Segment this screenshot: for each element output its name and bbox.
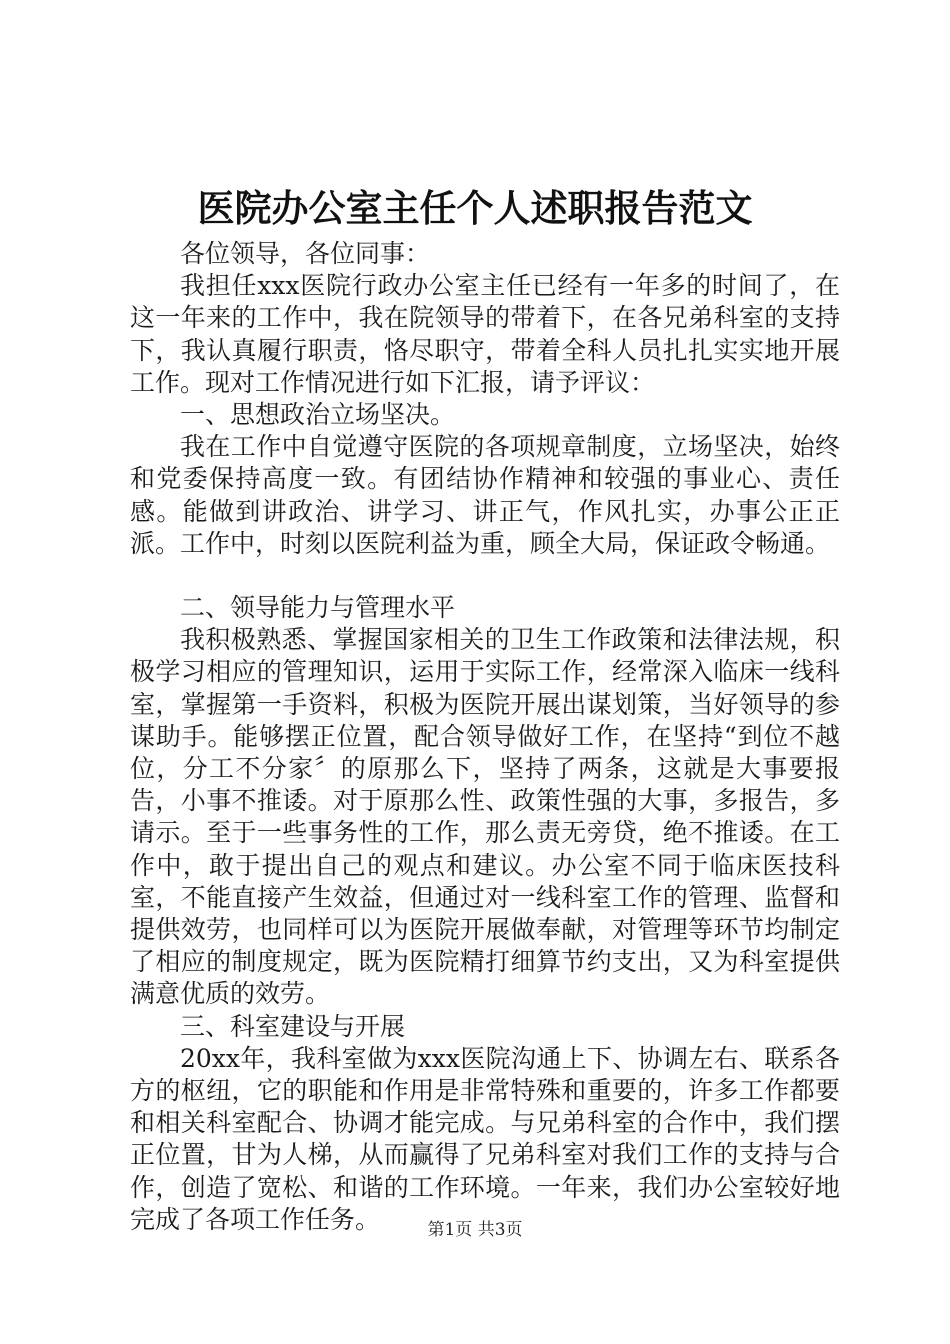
section1-heading: 一、思想政治立场坚决。 (180, 400, 456, 430)
section3-paragraph: 20xx年，我科室做为xxx医院沟通上下、协调左右、联系各方的枢纽，它的职能和作用是非常特殊和重要的，许多工作都要和相关科室配合、协调才能完成。与兄弟科室的合作中，我们摆正位置，甘为人梯，从而赢得了兄弟科室对我们工作的支持与合作，创造了宽松、和谐的工作环境。一年来，我们办公室较好地完成了各项工作任务。 (130, 1043, 840, 1234)
section2-paragraph: 我积极熟悉、掌握国家相关的卫生工作政策和法律法规，积极学习相应的管理知识，运用于实际工作，经常深入临床一线科室，掌握第一手资料，积极为医院开展出谋划策，当好领导的参谋助手。能够摆正位置，配合领导做好工作，在坚持“到位不越位，分工不分家〞的原那么下，坚持了两条，这就是大事要报告，小事不推诿。对于原那么性、政策性强的大事，多报告，多请示。至于一些事务性的工作，那么责无旁贷，绝不推诿。在工作中，敢于提出自己的观点和建议。办公室不同于临床医技科室，不能直接产生效益，但通过对一线科室工作的管理、监督和提供效劳，也同样可以为医院开展做奉献，对管理等环节均制定了相应的制度规定，既为医院精打细算节约支出，又为科室提供满意优质的效劳。 (130, 625, 840, 1009)
section2-heading: 二、领导能力与管理水平 (180, 593, 456, 623)
document-title: 医院办公室主任个人述职报告范文 (197, 186, 753, 230)
section3-heading: 三、科室建设与开展 (180, 1011, 406, 1041)
page-footer: 第1页 共3页 (427, 1220, 523, 1240)
intro-paragraph: 我担任xxx医院行政办公室主任已经有一年多的时间了，在这一年来的工作中，我在院领导的带着下，在各兄弟科室的支持下，我认真履行职责，恪尽职守，带着全科人员扎扎实实地开展工作。现对工作情况进行如下汇报，请予评议： (130, 271, 840, 397)
salutation: 各位领导，各位同事： (180, 239, 431, 268)
section1-paragraph: 我在工作中自觉遵守医院的各项规章制度，立场坚决，始终和党委保持高度一致。有团结协作精神和较强的事业心、责任感。能做到讲政治、讲学习、讲正气，作风扎实，办事公正正派。工作中，时刻以医院利益为重，顾全大局，保证政令畅通。 (130, 432, 840, 558)
paragraph-gap (130, 560, 840, 592)
document-body (130, 238, 840, 1236)
